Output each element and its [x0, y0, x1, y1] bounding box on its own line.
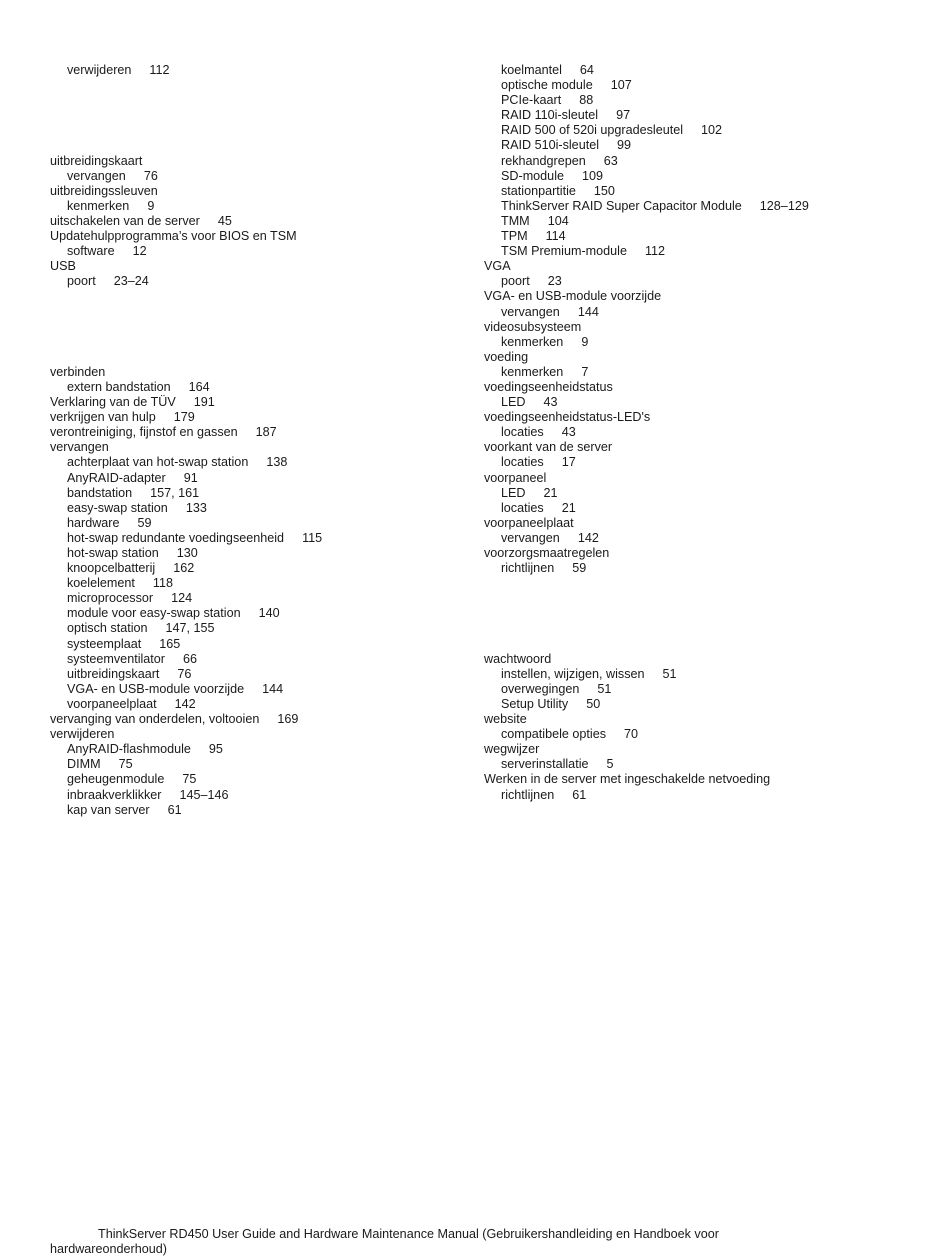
index-term: poort: [501, 274, 530, 289]
index-term: verwijderen: [67, 63, 132, 77]
index-entry: [484, 289, 924, 304]
index-subentry: [484, 199, 924, 214]
index-entry: [50, 184, 470, 199]
index-gap: [484, 621, 924, 636]
index-entry: [50, 410, 470, 425]
index-subentry: [484, 682, 924, 697]
index-subentry: [50, 471, 470, 486]
index-term: uitbreidingssleuven: [50, 183, 158, 198]
index-subentry: [50, 772, 470, 787]
index-term: verontreiniging, fijnstof en gassen: [50, 425, 238, 440]
index-term: website: [484, 712, 527, 727]
index-entry: [484, 471, 924, 486]
index-subentry: [484, 274, 924, 289]
index-entry: [50, 365, 470, 380]
index-subentry: [484, 78, 924, 93]
index-term: VGA- en USB-module voorzijde: [484, 289, 662, 304]
index-term: wachtwoord: [484, 651, 552, 666]
index-term: SD-module: [501, 168, 564, 183]
index-page-number: 187: [255, 425, 277, 440]
index-term: ThinkServer RAID Super Capacitor Module: [501, 198, 742, 213]
index-page-number: 23–24: [113, 274, 149, 289]
index-subentry: [50, 274, 470, 289]
index-subentry: [484, 335, 924, 350]
index-page-number: 75: [118, 757, 133, 772]
index-term: kenmerken: [501, 334, 564, 349]
index-subentry: [484, 138, 924, 153]
index-subentry: [484, 244, 924, 259]
index-page-number: 50: [586, 696, 601, 711]
index-entry: [484, 546, 924, 561]
index-page-number: 114: [545, 229, 566, 244]
index-subentry: [484, 108, 924, 123]
index-term: achterplaat van hot-swap station: [67, 455, 249, 470]
index-page-number: 104: [547, 213, 569, 228]
footer-text: ThinkServer RD450 User Guide and Hardware Maintenance Manual (Gebruikershandleiding en Handboek voor hardwareonderhoud): [50, 1227, 719, 1257]
index-page-number: 144: [577, 304, 599, 319]
index-term: serverinstallatie: [501, 757, 589, 772]
index-term: kenmerken: [67, 198, 130, 213]
index-subentry: [50, 199, 470, 214]
index-gap: [50, 335, 470, 350]
index-term: uitbreidingskaart: [67, 666, 160, 681]
index-term: systeemventilator: [67, 651, 165, 666]
index-subentry: [50, 757, 470, 772]
index-page-number: 128–129: [759, 198, 809, 213]
index-page-number: 164: [188, 379, 210, 394]
index-term: vervangen: [501, 530, 560, 545]
index-subentry: [484, 184, 924, 199]
index-entry: [484, 652, 924, 667]
index-page-number: 109: [582, 168, 604, 183]
index-page-number: 138: [266, 455, 288, 470]
index-page-number: 142: [577, 530, 599, 545]
index-entry: [50, 259, 470, 274]
index-term: USB: [50, 259, 76, 274]
index-page-number: 99: [617, 138, 632, 153]
index-page-number: 112: [644, 244, 666, 259]
index-term: hot-swap station: [67, 546, 159, 560]
index-subentry: [50, 682, 470, 697]
index-gap: [50, 305, 470, 320]
index-subentry: [484, 63, 924, 78]
index-term: LED: [501, 395, 526, 410]
index-term: optisch station: [67, 621, 148, 636]
index-term: extern bandstation: [67, 379, 171, 394]
index-page-number: 61: [572, 787, 587, 802]
index-subentry: [484, 169, 924, 184]
index-subentry: [484, 425, 924, 440]
index-subentry: [484, 229, 924, 244]
index-gap: [50, 123, 470, 138]
index-page-number: 130: [176, 546, 198, 560]
index-term: uitschakelen van de server: [50, 213, 200, 228]
index-term: instellen, wijzigen, wissen: [501, 666, 645, 681]
index-term: compatibele opties: [501, 727, 607, 742]
index-subentry: [50, 169, 470, 184]
index-subentry: [50, 652, 470, 667]
index-subentry: [484, 486, 924, 501]
index-term: stationpartitie: [501, 183, 576, 198]
index-term: PCIe-kaart: [501, 93, 562, 108]
index-term: TMM: [501, 213, 530, 228]
index-page-number: 145–146: [179, 787, 229, 802]
index-term: verwijderen: [50, 727, 115, 742]
index-term: TSM Premium-module: [501, 244, 627, 259]
index-page-number: 61: [167, 802, 182, 817]
index-subentry: [484, 305, 924, 320]
index-page-number: 9: [147, 198, 155, 213]
index-page-number: 75: [182, 772, 197, 787]
index-page-number: 51: [597, 681, 612, 696]
index-subentry: [484, 561, 924, 576]
index-subentry: [50, 531, 470, 546]
index-page-number: 162: [173, 561, 195, 576]
index-term: RAID 110i-sleutel: [501, 108, 599, 123]
index-entry: [50, 440, 470, 455]
index-column-right: [484, 63, 924, 803]
index-subentry: [50, 606, 470, 621]
index-page-number: 112: [149, 63, 170, 77]
index-entry: [484, 712, 924, 727]
index-subentry: [50, 591, 470, 606]
index-gap: [50, 350, 470, 365]
index-entry: [484, 350, 924, 365]
index-page-number: 91: [183, 470, 198, 485]
index-subentry: [484, 667, 924, 682]
index-term: module voor easy-swap station: [67, 606, 241, 621]
index-subentry: [50, 501, 470, 516]
index-subentry: [484, 501, 924, 516]
index-term: voedingseenheidstatus: [484, 379, 613, 394]
index-subentry: [50, 667, 470, 682]
index-term: Werken in de server met ingeschakelde netvoeding: [484, 772, 771, 787]
index-page-number: 7: [581, 364, 589, 379]
index-term: vervangen: [67, 168, 126, 183]
index-page-number: 124: [171, 591, 193, 606]
index-page-number: 21: [543, 485, 558, 500]
index-term: voorzorgsmaatregelen: [484, 546, 610, 560]
index-term: VGA- en USB-module voorzijde: [67, 681, 245, 696]
index-term: easy-swap station: [67, 500, 168, 515]
index-subentry: [484, 214, 924, 229]
index-entry: [50, 712, 470, 727]
index-term: locaties: [501, 500, 544, 515]
index-page-number: 66: [183, 651, 198, 666]
index-term: verbinden: [50, 364, 106, 379]
index-term: inbraakverklikker: [67, 787, 162, 802]
index-page-number: 150: [593, 183, 615, 198]
index-term: voorpaneelplaat: [67, 696, 157, 711]
index-page-number: 165: [159, 636, 181, 651]
index-term: VGA: [484, 259, 511, 274]
index-gap: [50, 93, 470, 108]
index-subentry: [50, 546, 470, 561]
index-entry: [484, 516, 924, 531]
index-page-number: 63: [603, 153, 618, 168]
index-subentry: [484, 455, 924, 470]
index-entry: [50, 727, 470, 742]
index-term: vervangen: [50, 440, 109, 455]
index-page-number: 43: [543, 395, 558, 410]
index-entry: [50, 395, 470, 410]
index-term: optische module: [501, 78, 593, 93]
index-term: voorpaneelplaat: [484, 515, 574, 530]
index-term: overwegingen: [501, 681, 580, 696]
index-page-number: 118: [152, 576, 173, 591]
index-term: koelelement: [67, 576, 135, 591]
index-subentry: [50, 788, 470, 803]
index-subentry: [484, 154, 924, 169]
index-page-number: 23: [547, 274, 562, 289]
index-term: RAID 500 of 520i upgradesleutel: [501, 123, 684, 138]
index-term: voorpaneel: [484, 470, 547, 485]
index-page-number: 157, 161: [150, 485, 200, 500]
index-subentry: [484, 757, 924, 772]
index-entry: [484, 772, 924, 787]
index-term: verkrijgen van hulp: [50, 410, 156, 425]
index-gap: [484, 591, 924, 606]
index-page-number: 147, 155: [165, 621, 215, 636]
index-page-number: 5: [606, 757, 614, 772]
index-page-number: 97: [616, 108, 631, 123]
index-page-number: 21: [561, 500, 576, 515]
index-subentry: [50, 63, 470, 78]
index-subentry: [50, 486, 470, 501]
index-term: poort: [67, 274, 96, 289]
index-page-number: 95: [208, 742, 223, 757]
index-page-number: 169: [277, 712, 299, 727]
index-page-number: 64: [579, 63, 594, 77]
index-gap: [50, 78, 470, 93]
index-entry: [484, 320, 924, 335]
index-subentry: [50, 380, 470, 395]
index-entry: [50, 154, 470, 169]
index-term: AnyRAID-adapter: [67, 470, 166, 485]
index-subentry: [50, 561, 470, 576]
index-subentry: [50, 516, 470, 531]
index-gap: [50, 108, 470, 123]
index-page-number: 133: [185, 500, 207, 515]
index-subentry: [50, 637, 470, 652]
index-term: rekhandgrepen: [501, 153, 586, 168]
index-page-number: 144: [262, 681, 284, 696]
index-page-number: 51: [662, 666, 677, 681]
index-subentry: [484, 123, 924, 138]
index-term: bandstation: [67, 485, 133, 500]
index-subentry: [484, 697, 924, 712]
index-term: vervangen: [501, 304, 560, 319]
index-page-number: 76: [143, 168, 158, 183]
index-term: RAID 510i-sleutel: [501, 138, 599, 153]
index-page-number: 140: [258, 606, 280, 621]
page-footer: [50, 1227, 810, 1257]
index-page-number: 70: [624, 727, 639, 742]
index-entry: [484, 380, 924, 395]
index-page-number: 43: [561, 425, 576, 440]
index-page-number: 102: [701, 123, 723, 138]
index-page-number: 17: [561, 455, 576, 470]
index-term: TPM: [501, 229, 528, 244]
index-term: LED: [501, 485, 526, 500]
index-subentry: [50, 697, 470, 712]
index-gap: [50, 289, 470, 304]
index-term: hardware: [67, 515, 120, 530]
index-entry: [484, 259, 924, 274]
index-gap: [484, 637, 924, 652]
index-subentry: [50, 621, 470, 636]
index-subentry: [484, 93, 924, 108]
index-page-number: 107: [610, 78, 632, 93]
index-page-number: 191: [193, 395, 215, 410]
index-page-number: 45: [217, 213, 232, 228]
index-term: hot-swap redundante voedingseenheid: [67, 530, 285, 545]
index-subentry: [50, 455, 470, 470]
index-term: AnyRAID-flashmodule: [67, 742, 191, 757]
index-term: Updatehulpprogramma’s voor BIOS en TSM: [50, 229, 297, 244]
index-subentry: [50, 576, 470, 591]
index-term: microprocessor: [67, 591, 154, 606]
index-term: uitbreidingskaart: [50, 153, 143, 168]
index-entry: [484, 742, 924, 757]
index-term: locaties: [501, 425, 544, 440]
index-gap: [50, 320, 470, 335]
index-subentry: [484, 788, 924, 803]
index-subentry: [50, 742, 470, 757]
index-subentry: [484, 727, 924, 742]
index-entry: [50, 229, 470, 244]
index-term: Verklaring van de TÜV: [50, 395, 176, 410]
index-term: DIMM: [67, 757, 101, 772]
index-page-number: 115: [302, 530, 323, 545]
index-column-left: [50, 63, 470, 818]
index-term: voeding: [484, 349, 529, 364]
index-term: richtlijnen: [501, 561, 555, 576]
index-subentry: [484, 395, 924, 410]
index-term: wegwijzer: [484, 742, 540, 757]
index-term: systeemplaat: [67, 636, 142, 651]
index-page-number: 88: [579, 93, 594, 108]
index-page-number: 59: [572, 561, 587, 576]
index-term: videosubsysteem: [484, 319, 582, 334]
index-subentry: [50, 244, 470, 259]
index-entry: [50, 425, 470, 440]
index-subentry: [484, 531, 924, 546]
index-term: kap van server: [67, 802, 150, 817]
index-term: kenmerken: [501, 364, 564, 379]
index-term: Setup Utility: [501, 696, 569, 711]
index-term: geheugenmodule: [67, 772, 165, 787]
index-page-number: 76: [177, 666, 192, 681]
index-gap: [484, 606, 924, 621]
index-page-number: 12: [132, 244, 147, 259]
index-term: locaties: [501, 455, 544, 470]
index-term: vervanging van onderdelen, voltooien: [50, 712, 260, 727]
index-term: koelmantel: [501, 63, 562, 77]
index-subentry: [50, 803, 470, 818]
index-term: software: [67, 244, 115, 259]
index-entry: [484, 440, 924, 455]
index-term: voedingseenheidstatus-LED's: [484, 410, 651, 425]
index-term: richtlijnen: [501, 787, 555, 802]
index-entry: [50, 214, 470, 229]
index-term: knoopcelbatterij: [67, 561, 156, 576]
index-page-number: 9: [581, 334, 589, 349]
index-gap: [484, 576, 924, 591]
index-subentry: [484, 365, 924, 380]
index-entry: [484, 410, 924, 425]
index-page-number: 179: [173, 410, 195, 425]
index-gap: [50, 138, 470, 153]
index-term: voorkant van de server: [484, 440, 613, 455]
index-page-number: 142: [174, 696, 196, 711]
index-page-number: 59: [137, 515, 152, 530]
